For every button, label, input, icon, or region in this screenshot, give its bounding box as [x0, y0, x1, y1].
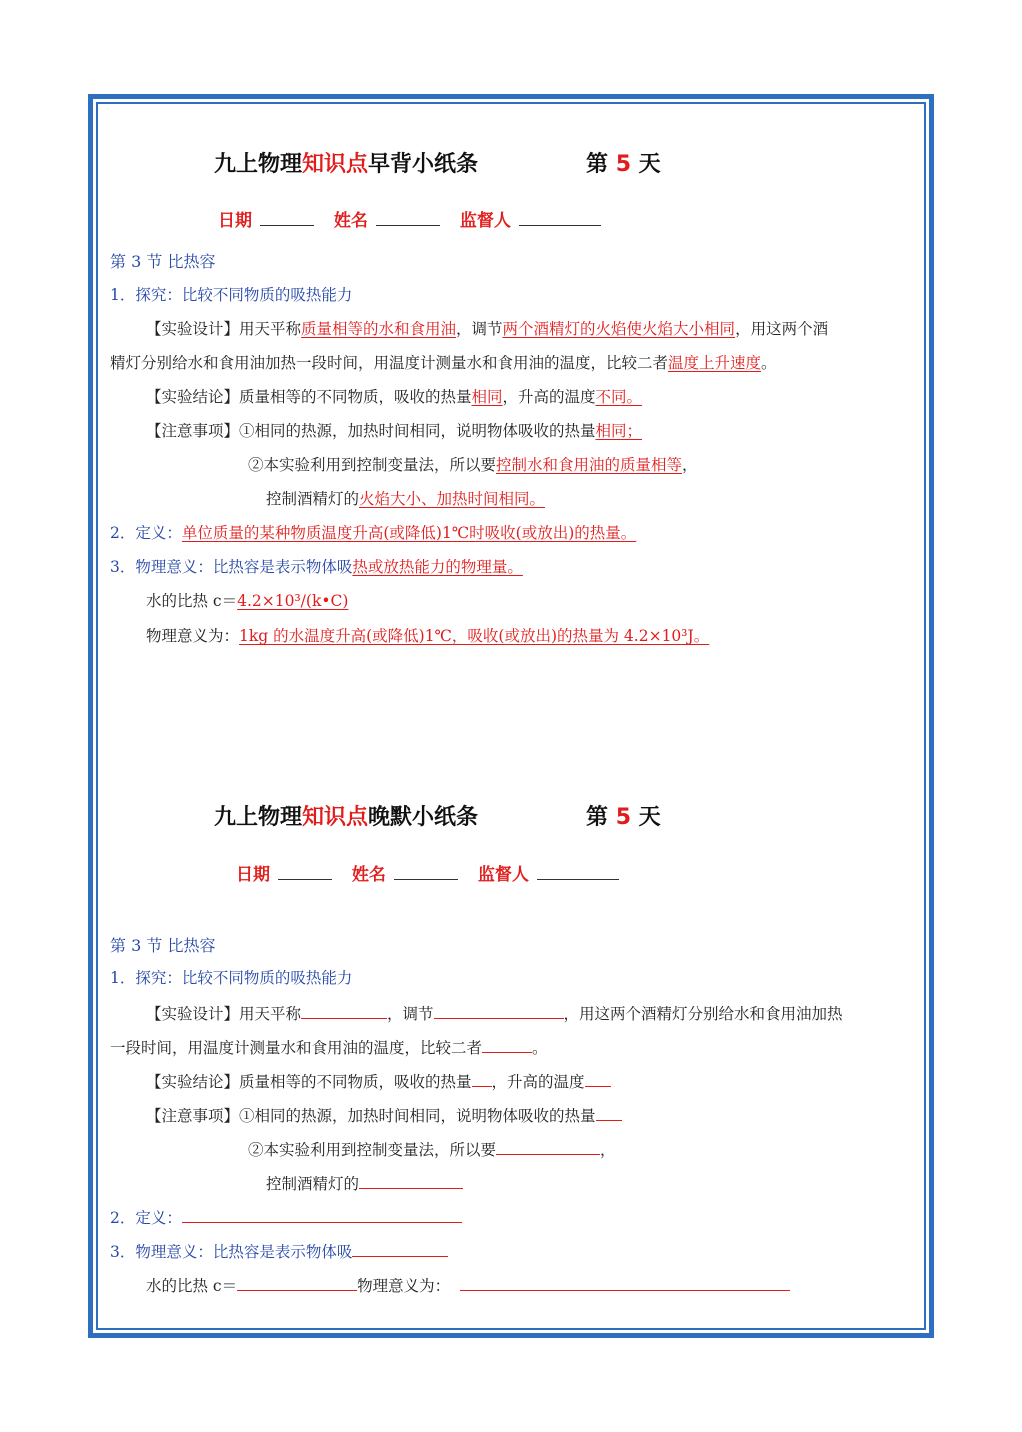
top-design-answer-2: 两个酒精灯的火焰使火焰大小相同	[502, 320, 736, 338]
top-note-answer-1: 相同；	[595, 422, 643, 440]
top-definition-line	[110, 523, 636, 543]
bottom-design-end: 。	[532, 1039, 548, 1057]
bottom-day-num: 5	[615, 805, 631, 830]
top-meaning-label: 3．物理意义：比热容是表示物体吸	[110, 558, 353, 576]
top-title-post: 早背小纸条	[368, 152, 479, 177]
bottom-note2-label: ②本实验利用到控制变量法，所以要	[248, 1141, 497, 1159]
bottom-design-tail: ，用这两个酒精灯分别给水和食用油加热	[563, 1005, 843, 1023]
bottom-date-label: 日期	[236, 865, 270, 885]
bottom-design-line2	[110, 1036, 548, 1058]
top-note3-answer: 火焰大小、加热时间相同。	[359, 490, 546, 508]
top-name-blank[interactable]	[376, 209, 440, 226]
bottom-conclusion-mid: ，升高的温度	[491, 1073, 585, 1091]
top-design-tail: ，用这两个酒	[735, 320, 829, 338]
bottom-supervisor-label: 监督人	[477, 865, 529, 885]
bottom-item-1: 1．探究：比较不同物质的吸热能力	[110, 969, 353, 987]
top-design-line1	[146, 319, 828, 339]
top-title-pre: 九上物理	[214, 152, 303, 177]
top-design-label: 【实验设计】用天平称	[146, 320, 302, 338]
bottom-day	[586, 800, 661, 831]
top-note3-label: 控制酒精灯的	[266, 490, 360, 508]
bottom-note-line3	[266, 1172, 463, 1194]
top-definition-label: 2．定义：	[110, 524, 182, 542]
top-supervisor-blank[interactable]	[519, 209, 601, 226]
top-title	[214, 147, 478, 178]
bottom-name-blank[interactable]	[394, 863, 458, 880]
top-day	[586, 147, 661, 178]
bottom-physical-meaning-blank[interactable]	[460, 1274, 790, 1291]
bottom-design-label: 【实验设计】用天平称	[146, 1005, 302, 1023]
top-meaning-line	[110, 557, 523, 577]
top-design-mid: ，调节	[456, 320, 503, 338]
bottom-definition-line	[110, 1206, 462, 1228]
top-design-answer-1: 质量相等的水和食用油	[301, 320, 457, 338]
bottom-title-mid: 知识点	[302, 805, 369, 830]
bottom-water-blank[interactable]	[237, 1274, 357, 1291]
top-definition-answer: 单位质量的某种物质温度升高(或降低)1℃时吸收(或放出)的热量。	[181, 524, 637, 542]
top-supervisor-label: 监督人	[459, 211, 511, 231]
bottom-water-line	[146, 1274, 790, 1296]
top-note-line3	[266, 489, 545, 509]
top-name-label: 姓名	[333, 211, 368, 231]
top-meta-row	[218, 206, 615, 231]
bottom-water-label: 水的比热 c＝	[146, 1277, 238, 1295]
bottom-conclusion-line	[146, 1070, 611, 1092]
bottom-design-line2-text: 一段时间，用温度计测量水和食用油的温度，比较二者	[110, 1039, 483, 1057]
bottom-note-blank-1[interactable]	[596, 1104, 622, 1121]
top-design-end: 。	[761, 354, 777, 372]
bottom-title	[214, 800, 478, 831]
bottom-note3-label: 控制酒精灯的	[266, 1175, 360, 1193]
top-physical-meaning-answer: 1kg 的水温度升高(或降低)1℃，吸收(或放出)的热量为 4.2×10³J。	[239, 627, 710, 645]
top-water-label: 水的比热 c＝	[146, 592, 238, 610]
top-note2-end: ，	[682, 456, 698, 474]
bottom-design-mid: ，调节	[387, 1005, 434, 1023]
bottom-meta-row	[236, 860, 633, 885]
top-section-heading: 第 3 节 比热容	[110, 252, 216, 271]
top-conclusion-mid: ，升高的温度	[502, 388, 596, 406]
bottom-design-blank-3[interactable]	[482, 1036, 532, 1053]
bottom-conclusion-blank-1[interactable]	[472, 1070, 492, 1087]
bottom-physical-meaning-label: 物理意义为：	[357, 1277, 451, 1295]
top-design-line2-text: 精灯分别给水和食用油加热一段时间，用温度计测量水和食用油的温度，比较二者	[110, 354, 669, 372]
bottom-note2-end: ，	[600, 1141, 616, 1159]
bottom-note-line1	[146, 1104, 622, 1126]
top-day-post: 天	[638, 152, 661, 177]
top-note-line2	[248, 455, 698, 475]
top-physical-meaning-line	[146, 626, 709, 646]
top-day-num: 5	[615, 152, 631, 177]
bottom-meaning-blank[interactable]	[352, 1240, 448, 1257]
top-note-label: 【注意事项】①相同的热源，加热时间相同，说明物体吸收的热量	[146, 422, 596, 440]
top-conclusion-answer-2: 不同。	[595, 388, 643, 406]
bottom-note2-blank[interactable]	[496, 1138, 600, 1155]
bottom-name-label: 姓名	[351, 865, 386, 885]
bottom-design-blank-2[interactable]	[434, 1002, 564, 1019]
top-conclusion-label: 【实验结论】质量相等的不同物质，吸收的热量	[146, 388, 472, 406]
top-note2-answer: 控制水和食用油的质量相等	[496, 456, 683, 474]
top-item-1: 1．探究：比较不同物质的吸热能力	[110, 286, 353, 304]
bottom-conclusion-label: 【实验结论】质量相等的不同物质，吸收的热量	[146, 1073, 472, 1091]
top-water-line	[146, 591, 348, 611]
top-water-answer: 4.2×10³/(k•C)	[237, 592, 349, 610]
bottom-note3-blank[interactable]	[359, 1172, 463, 1189]
bottom-design-blank-1[interactable]	[301, 1002, 387, 1019]
top-date-label: 日期	[218, 211, 252, 231]
top-design-answer-3: 温度上升速度	[668, 354, 762, 372]
bottom-definition-label: 2．定义：	[110, 1209, 182, 1227]
top-physical-meaning-label: 物理意义为：	[146, 627, 240, 645]
bottom-date-blank[interactable]	[278, 863, 332, 880]
top-note2-label: ②本实验利用到控制变量法，所以要	[248, 456, 497, 474]
bottom-conclusion-blank-2[interactable]	[585, 1070, 611, 1087]
top-conclusion-answer-1: 相同	[471, 388, 503, 406]
top-date-blank[interactable]	[260, 209, 314, 226]
top-design-line2	[110, 353, 777, 373]
bottom-title-pre: 九上物理	[214, 805, 303, 830]
top-title-mid: 知识点	[302, 152, 369, 177]
top-meaning-answer: 热或放热能力的物理量。	[352, 558, 523, 576]
bottom-supervisor-blank[interactable]	[537, 863, 619, 880]
top-day-pre: 第	[586, 152, 609, 177]
bottom-note-label: 【注意事项】①相同的热源，加热时间相同，说明物体吸收的热量	[146, 1107, 596, 1125]
bottom-day-post: 天	[638, 805, 661, 830]
bottom-definition-blank[interactable]	[182, 1206, 462, 1223]
bottom-title-post: 晚默小纸条	[368, 805, 479, 830]
bottom-meaning-label: 3．物理意义：比热容是表示物体吸	[110, 1243, 353, 1261]
top-conclusion-line	[146, 387, 642, 407]
bottom-section-heading: 第 3 节 比热容	[110, 936, 216, 955]
bottom-note-line2	[248, 1138, 616, 1160]
top-note-line1	[146, 421, 642, 441]
bottom-meaning-line	[110, 1240, 448, 1262]
bottom-design-line1	[146, 1002, 843, 1024]
bottom-day-pre: 第	[586, 805, 609, 830]
